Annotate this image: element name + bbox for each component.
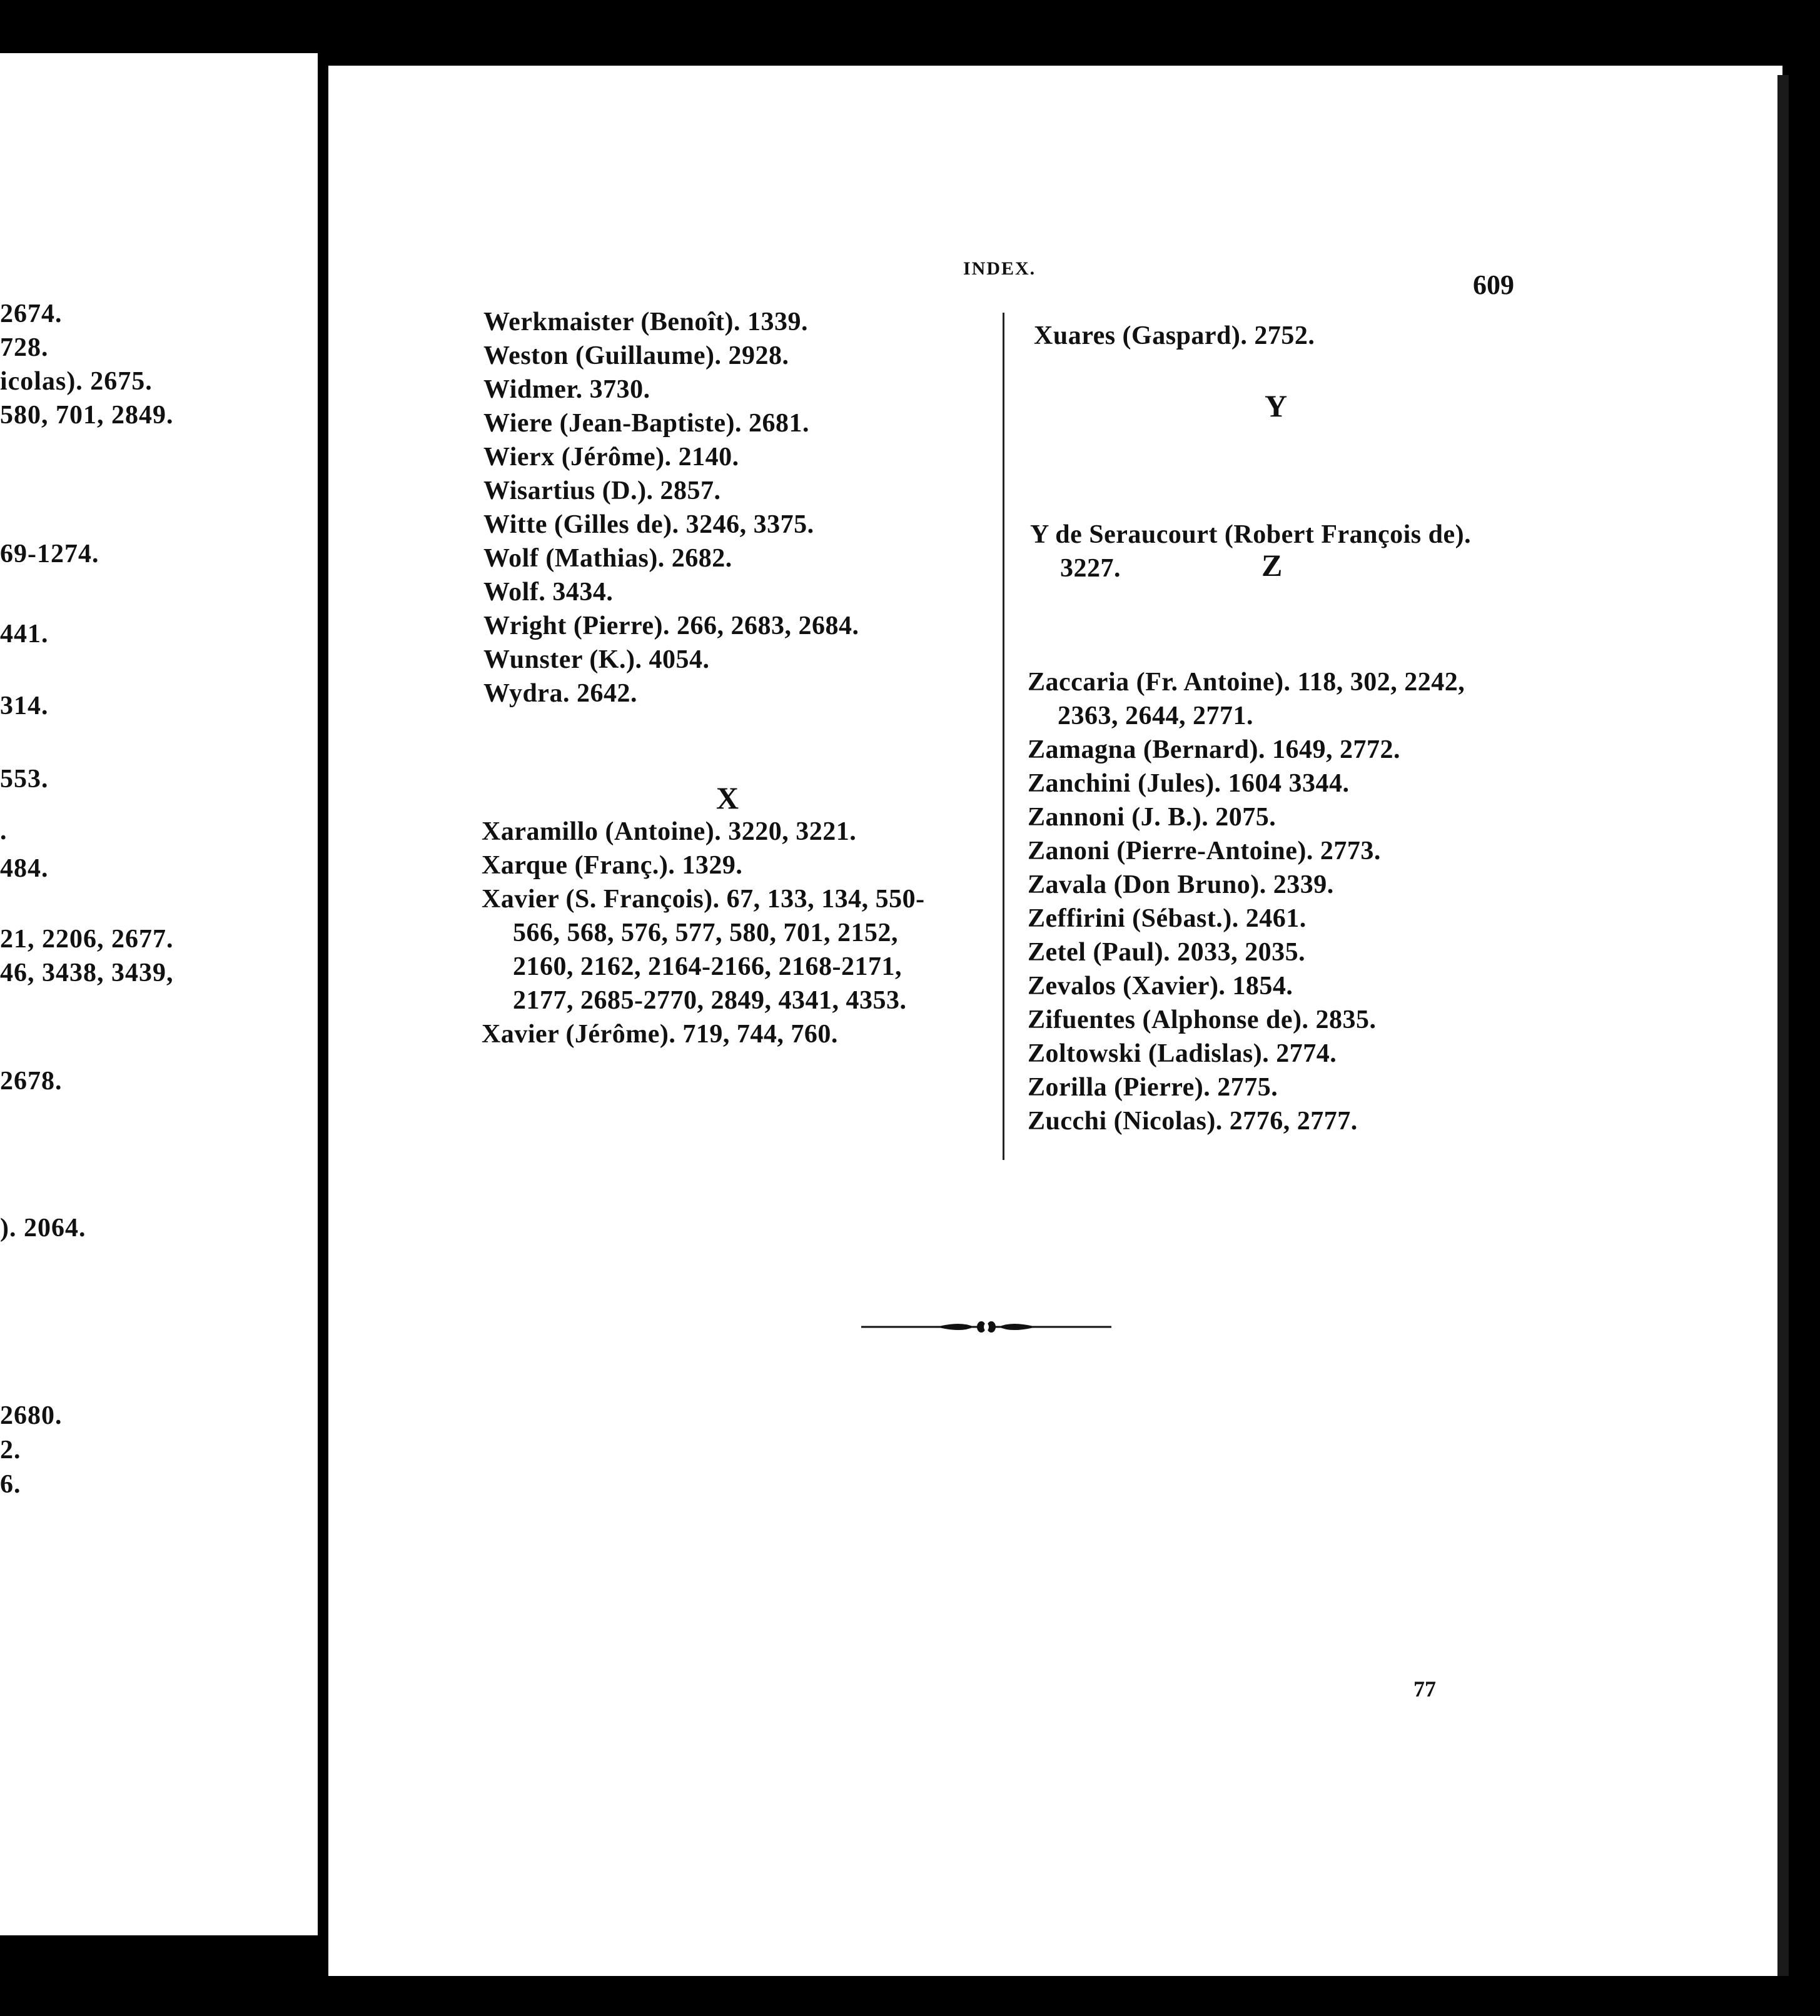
index-entry-continuation: 2363, 2644, 2771. [1058,702,1253,730]
index-entry-continuation: 2177, 2685-2770, 2849, 4341, 4353. [513,986,907,1015]
index-entry-continuation: 566, 568, 576, 577, 580, 701, 2152, [513,919,898,947]
page-number: 609 [1473,270,1514,300]
index-entry: Zanoni (Pierre-Antoine). 2773. [1028,837,1381,865]
index-entry: Zifuentes (Alphonse de). 2835. [1028,1005,1377,1034]
left-fragment: 580, 701, 2849. [0,401,174,430]
left-fragment: . [0,817,8,845]
section-letter-x: X [716,780,739,815]
index-column-left [483,305,1315,710]
left-fragment: 6. [0,1470,21,1499]
printer-signature: 77 [1413,1676,1436,1701]
left-page [0,53,318,1935]
index-entry: Xaramillo (Antoine). 3220, 3221. [482,817,857,846]
index-entry: Xavier (S. François). 67, 133, 134, 550- [482,885,925,914]
page-edge-shadow [1777,75,1789,1976]
index-column-right [1034,319,1772,353]
left-fragment: icolas). 2675. [0,367,153,396]
index-entry: Wierx (Jérôme). 2140. [483,443,739,471]
index-entry: Zeffirini (Sébast.). 2461. [1028,904,1307,933]
index-entry: Wunster (K.). 4054. [483,645,710,674]
index-entry: Zamagna (Bernard). 1649, 2772. [1028,735,1400,764]
index-entry: Wydra. 2642. [483,679,637,708]
index-entry: Zevalos (Xavier). 1854. [1028,972,1293,1000]
index-entry: Wright (Pierre). 266, 2683, 2684. [483,612,859,640]
left-fragment: ). 2064. [0,1214,86,1242]
index-entry: Widmer. 3730. [483,375,650,404]
index-entry: Xavier (Jérôme). 719, 744, 760. [482,1020,838,1049]
index-entry: Zanchini (Jules). 1604 3344. [1028,769,1350,798]
index-entry: Zucchi (Nicolas). 2776, 2777. [1028,1107,1358,1136]
left-fragment: 441. [0,620,49,648]
index-entry: Zaccaria (Fr. Antoine). 118, 302, 2242, [1028,668,1465,697]
left-fragment: 2674. [0,300,63,328]
left-fragment: 46, 3438, 3439, [0,959,174,987]
index-entry: Wolf (Mathias). 2682. [483,544,732,573]
left-fragment: 553. [0,765,49,794]
index-entry: Xuares (Gaspard). 2752. [1034,321,1315,350]
left-fragment: 314. [0,692,49,720]
index-section-y [1030,518,1768,585]
section-letter-y: Y [1265,388,1288,423]
index-entry: Wolf. 3434. [483,578,614,607]
left-fragment: 2678. [0,1067,63,1096]
index-entry: Wiere (Jean-Baptiste). 2681. [483,409,810,438]
index-entry: Werkmaister (Benoît). 1339. [483,308,808,336]
index-entry: Zavala (Don Bruno). 2339. [1028,870,1334,899]
column-divider [1003,313,1004,1160]
left-fragment: 21, 2206, 2677. [0,925,174,954]
left-fragment: 728. [0,333,49,362]
index-entry-continuation: 2160, 2162, 2164-2166, 2168-2171, [513,952,902,981]
index-entry: Zetel (Paul). 2033, 2035. [1028,938,1306,967]
index-entry-continuation: 3227. [1060,554,1121,583]
left-fragment: 69-1274. [0,540,99,568]
index-entry: Zoltowski (Ladislas). 2774. [1028,1039,1337,1068]
left-fragment: 484. [0,854,49,883]
index-section-z [1028,665,1766,1138]
index-entry: Wisartius (D.). 2857. [483,476,721,505]
running-header: INDEX. [963,258,1036,279]
index-entry: Y de Seraucourt (Robert François de). [1030,520,1472,549]
index-entry: Zannoni (J. B.). 2075. [1028,803,1277,832]
index-entry: Zorilla (Pierre). 2775. [1028,1073,1278,1102]
ornament-rule [861,1319,1111,1334]
section-letter-z: Z [1261,548,1283,583]
left-fragment: 2. [0,1436,21,1464]
index-entry: Xarque (Franç.). 1329. [482,851,743,880]
index-entry: Witte (Gilles de). 3246, 3375. [483,510,814,539]
index-entry: Weston (Guillaume). 2928. [483,341,789,370]
right-page [328,66,1782,1976]
left-fragment: 2680. [0,1401,63,1430]
